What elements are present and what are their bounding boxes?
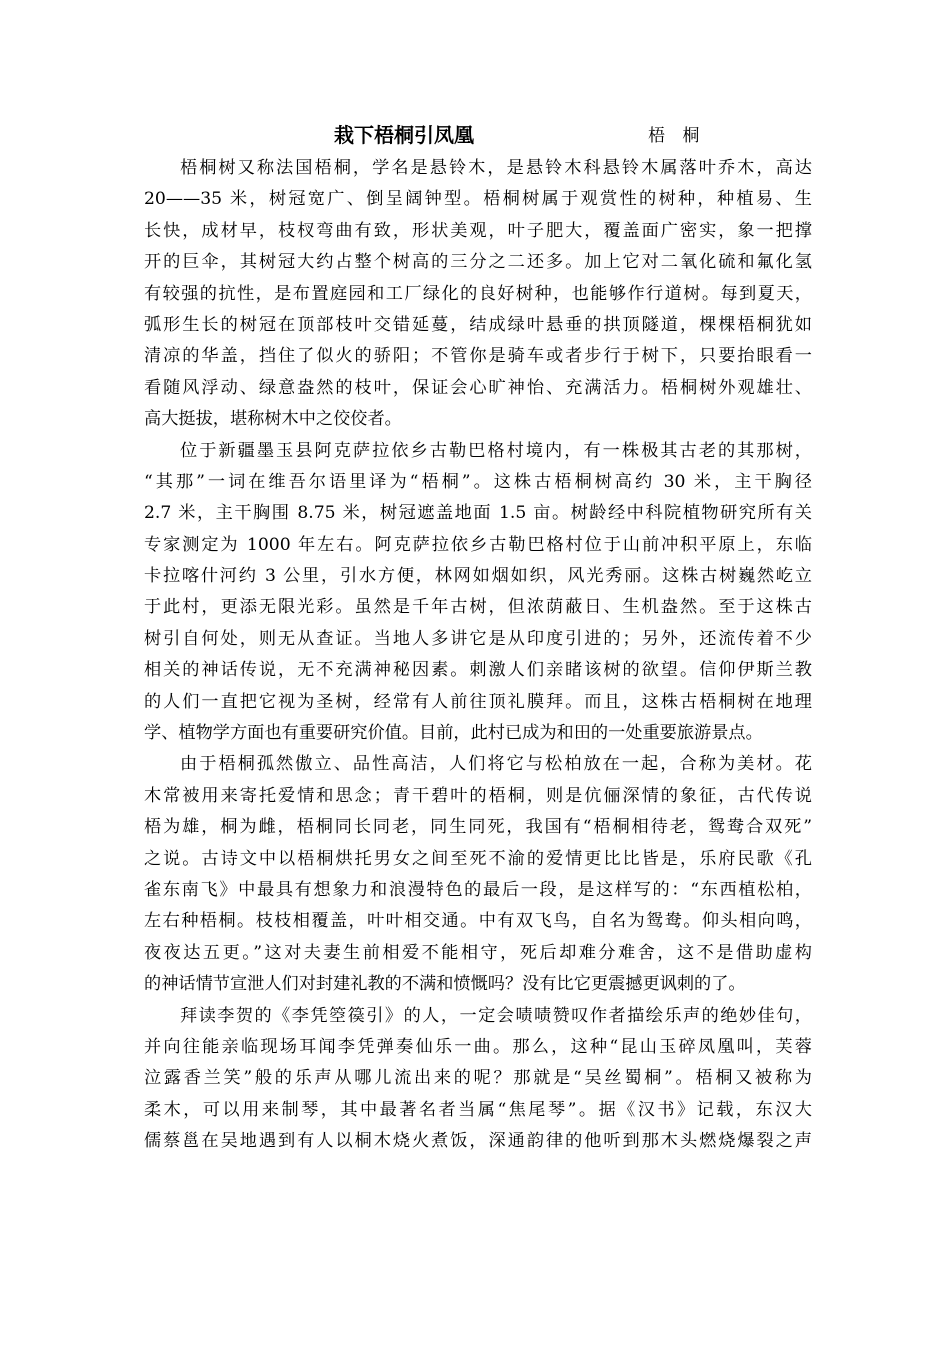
text-line: 的人们一直把它视为圣树，经常有人前往顶礼膜拜。而且，这株古梧桐树在地理 xyxy=(144,691,812,712)
text-line: 的神话情节宣泄人们对封建礼教的不满和愤慨吗？没有比它更震撼更讽刺的了。 xyxy=(144,974,746,995)
paragraph xyxy=(144,436,812,750)
text-line: 有较强的抗性，是布置庭园和工厂绿化的良好树种，也能够作行道树。每到夏天， xyxy=(144,283,812,304)
article-title: 栽下梧桐引凤凰 xyxy=(334,123,474,147)
title-row xyxy=(0,121,952,151)
text-line: 树引自何处，则无从查证。当地人多讲它是从印度引进的；另外，还流传着不少 xyxy=(144,628,812,649)
text-line: 专家测定为 1000 年左右。阿克萨拉依乡古勒巴格村位于山前冲积平原上，东临 xyxy=(144,534,812,555)
text-line: “其那”一词在维吾尔语里译为“梧桐”。这株古梧桐树高约 30 米，主干胸径 xyxy=(144,471,812,492)
text-line: 儒蔡邕在吴地遇到有人以桐木烧火煮饭，深通韵律的他听到那木头燃烧爆裂之声 xyxy=(144,1131,812,1152)
text-line: 梧桐树又称法国梧桐，学名是悬铃木，是悬铃木科悬铃木属落叶乔木，高达 xyxy=(180,158,812,178)
text-line: 2.7 米，主干胸围 8.75 米，树冠遮盖地面 1.5 亩。树龄经中科院植物研究所有关 xyxy=(144,503,812,524)
text-line: 20——35 米，树冠宽广、倒呈阔钟型。梧桐树属于观赏性的树种，种植易、生 xyxy=(144,189,812,210)
text-line: 泣露香兰笑”般的乐声从哪儿流出来的呢？那就是“吴丝蜀桐”。梧桐又被称为 xyxy=(144,1068,812,1089)
text-line: 由于梧桐孤然傲立、品性高洁，人们将它与松柏放在一起，合称为美材。花 xyxy=(180,754,812,775)
text-line: 长快，成材早，枝杈弯曲有致，形状美观，叶子肥大，覆盖面广密实，象一把撑 xyxy=(144,220,812,241)
text-line: 雀东南飞》中最具有想象力和浪漫特色的最后一段，是这样写的：“东西植松柏， xyxy=(144,879,812,900)
text-line: 之说。古诗文中以梧桐烘托男女之间至死不渝的爱情更比比皆是，乐府民歌《孔 xyxy=(144,848,812,869)
article-author: 梧 桐 xyxy=(648,126,706,146)
text-line: 弧形生长的树冠在顶部枝叶交错延蔓，结成绿叶悬垂的拱顶隧道，棵棵梧桐犹如 xyxy=(144,314,812,335)
paragraph xyxy=(144,1001,812,1158)
paragraph xyxy=(144,153,812,436)
text-line: 高大挺拔，堪称树木中之佼佼者。 xyxy=(144,409,402,430)
text-line: 学、植物学方面也有重要研究价值。目前，此村已成为和田的一处重要旅游景点。 xyxy=(144,723,763,744)
text-line: 于此村，更添无限光彩。虽然是千年古树，但浓荫蔽日、生机盎然。至于这株古 xyxy=(144,597,812,618)
text-line: 相关的神话传说，无不充满神秘因素。刺激人们亲睹该树的欲望。信仰伊斯兰教 xyxy=(144,660,812,681)
article-body xyxy=(144,153,812,1158)
text-line: 木常被用来寄托爱情和思念；青干碧叶的梧桐，则是伉俪深情的象征，古代传说 xyxy=(144,785,812,806)
text-line: 夜夜达五更。”这对夫妻生前相爱不能相守，死后却难分难舍，这不是借助虚构 xyxy=(144,942,812,963)
text-line: 开的巨伞，其树冠大约占整个树高的三分之二还多。加上它对二氧化硫和氟化氢 xyxy=(144,252,812,273)
text-line: 柔木，可以用来制琴，其中最著名者当属“焦尾琴”。据《汉书》记载，东汉大 xyxy=(144,1099,812,1120)
text-line: 左右种梧桐。枝枝相覆盖，叶叶相交通。中有双飞鸟，自名为鸳鸯。仰头相向鸣， xyxy=(144,911,812,932)
text-line: 位于新疆墨玉县阿克萨拉依乡古勒巴格村境内，有一株极其古老的其那树， xyxy=(180,440,812,461)
text-line: 梧为雄，桐为雌，梧桐同长同老，同生同死，我国有“梧桐相待老，鸳鸯合双死” xyxy=(144,817,812,838)
text-line: 拜读李贺的《李凭箜篌引》的人，一定会啧啧赞叹作者描绘乐声的绝妙佳句， xyxy=(180,1005,812,1026)
paragraph xyxy=(144,749,812,1000)
text-line: 并向往能亲临现场耳闻李凭弹奏仙乐一曲。那么，这种“昆山玉碎凤凰叫，芙蓉 xyxy=(144,1036,812,1057)
text-line: 卡拉喀什河约 3 公里，引水方便，林网如烟如织，风光秀丽。这株古树巍然屹立 xyxy=(144,566,812,587)
text-line: 清凉的华盖，挡住了似火的骄阳；不管你是骑车或者步行于树下，只要抬眼看一 xyxy=(144,346,812,367)
text-line: 看随风浮动、绿意盎然的枝叶，保证会心旷神怡、充满活力。梧桐树外观雄壮、 xyxy=(144,377,812,398)
